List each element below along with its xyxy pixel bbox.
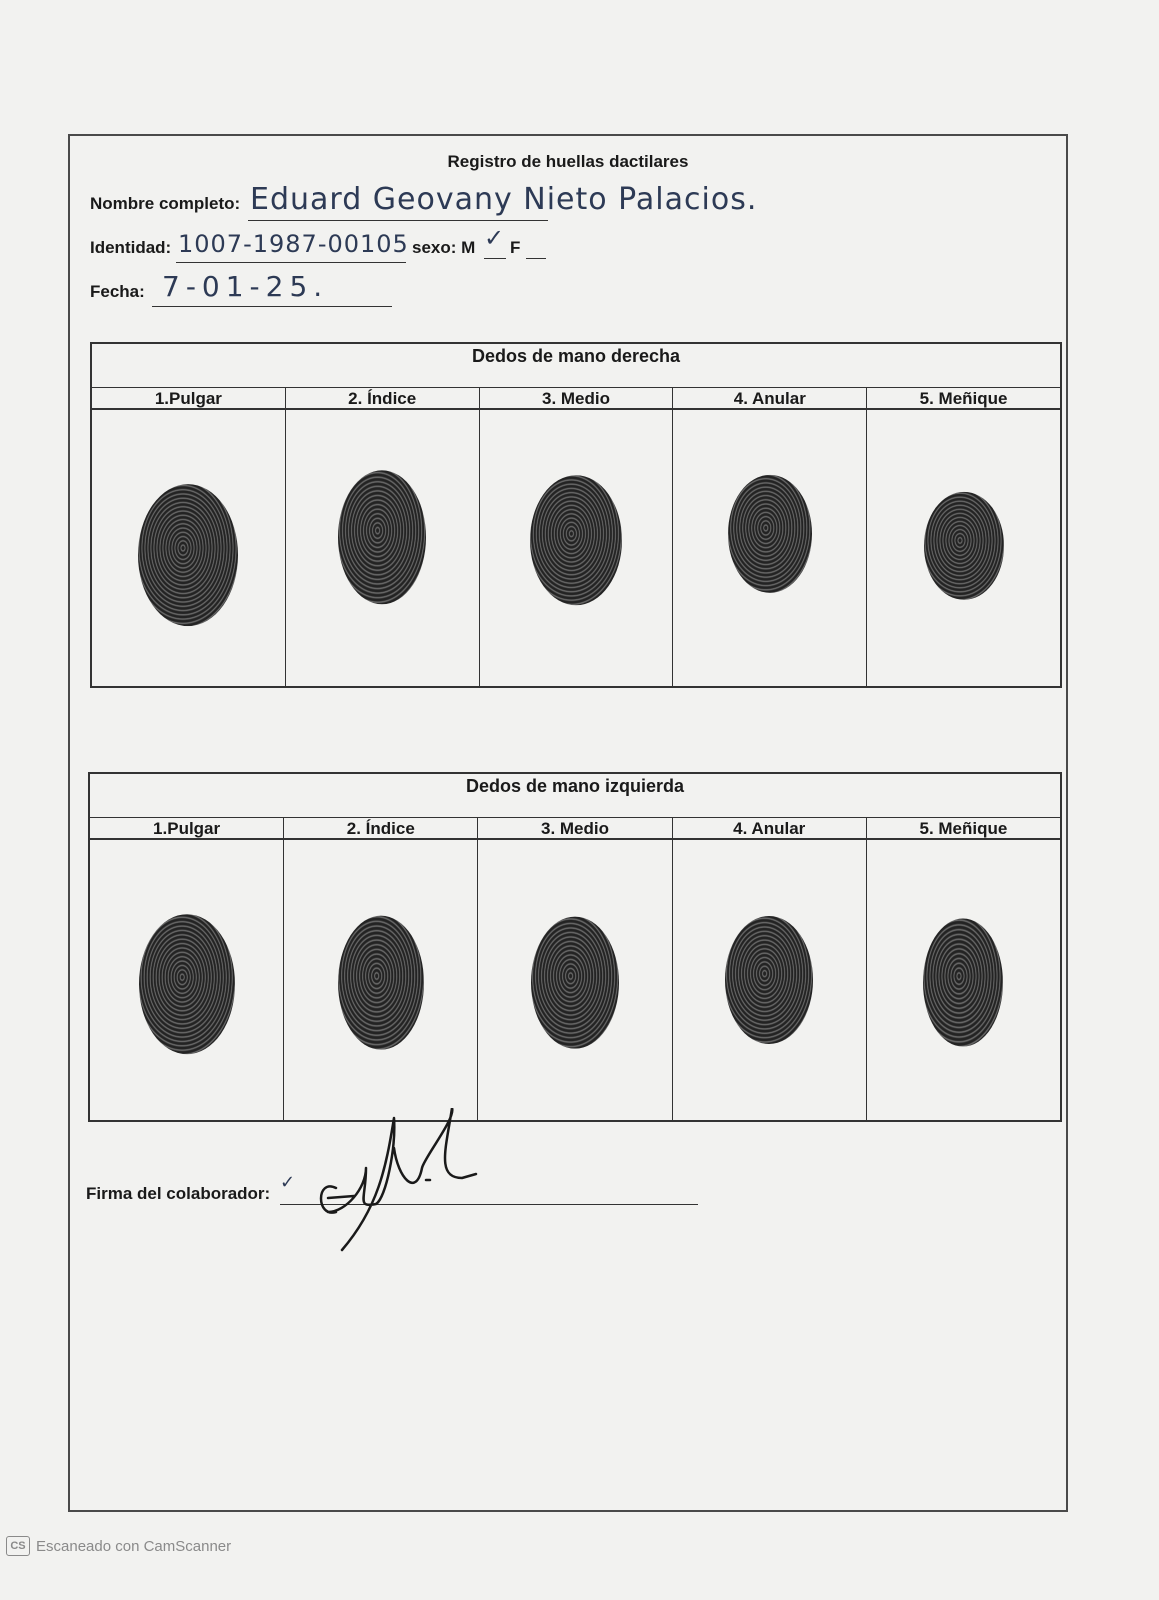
right-thumb-header: 1.Pulgar <box>92 388 286 408</box>
id-underline <box>176 262 406 263</box>
right-index-fingerprint <box>338 470 426 604</box>
left-hand-title: Dedos de mano izquierda <box>90 774 1060 818</box>
signature-label: Firma del colaborador: <box>86 1184 271 1203</box>
right-index-cell <box>286 410 480 686</box>
sex-m-checkmark: ✓ <box>484 224 506 252</box>
form-title: Registro de huellas dactilares <box>447 152 689 171</box>
footer <box>6 1536 231 1556</box>
sex-f-label: F <box>510 238 521 257</box>
name-value: Eduard Geovany Nieto Palacios. <box>250 182 758 217</box>
left-index-header: 2. Índice <box>284 818 478 838</box>
date-label: Fecha: <box>90 282 145 301</box>
left-thumb-header: 1.Pulgar <box>90 818 284 838</box>
id-label: Identidad: <box>90 238 172 257</box>
right-pinky-cell <box>867 410 1060 686</box>
right-middle-fingerprint <box>530 475 622 605</box>
left-pinky-cell <box>867 840 1060 1120</box>
camscanner-logo: CS <box>6 1536 30 1556</box>
left-middle-fingerprint <box>531 917 619 1049</box>
left-hand-table <box>88 772 1062 1122</box>
right-index-header: 2. Índice <box>286 388 480 408</box>
right-hand-print-row <box>92 410 1060 686</box>
left-ring-fingerprint <box>725 916 813 1044</box>
left-thumb-fingerprint <box>139 914 235 1054</box>
sex-f-underline <box>526 258 546 259</box>
fingerprint-form <box>68 134 1068 1512</box>
date-underline <box>152 306 392 307</box>
sex-label: sexo: M <box>412 238 476 257</box>
date-value: 7-01-25. <box>162 270 329 303</box>
left-hand-print-row <box>90 840 1060 1120</box>
left-ring-header: 4. Anular <box>673 818 867 838</box>
left-middle-header: 3. Medio <box>478 818 672 838</box>
left-index-cell <box>284 840 478 1120</box>
right-hand-header-row <box>92 388 1060 410</box>
left-index-fingerprint <box>338 916 424 1050</box>
sex-m-underline <box>484 258 506 259</box>
id-value: 1007-1987-00105 <box>178 230 409 258</box>
right-hand-table <box>90 342 1062 688</box>
right-middle-cell <box>480 410 674 686</box>
right-hand-title: Dedos de mano derecha <box>92 344 1060 388</box>
right-pinky-header: 5. Meñique <box>919 389 1008 408</box>
right-ring-header: 4. Anular <box>673 388 867 408</box>
signature-mark: ✓ <box>280 1172 297 1193</box>
right-ring-fingerprint <box>728 475 812 593</box>
right-thumb-fingerprint <box>138 484 238 626</box>
name-label: Nombre completo: <box>90 194 241 213</box>
right-ring-cell <box>673 410 867 686</box>
footer-text: Escaneado con CamScanner <box>36 1537 232 1555</box>
left-middle-cell <box>478 840 672 1120</box>
left-hand-header-row <box>90 818 1060 840</box>
right-pinky-fingerprint <box>924 492 1004 600</box>
left-thumb-cell <box>90 840 284 1120</box>
left-pinky-fingerprint <box>923 919 1003 1047</box>
signature-drawing <box>306 1108 486 1258</box>
left-ring-cell <box>673 840 867 1120</box>
right-thumb-cell <box>92 410 286 686</box>
name-underline <box>248 220 548 221</box>
right-middle-header: 3. Medio <box>480 388 674 408</box>
left-pinky-header: 5. Meñique <box>919 819 1008 838</box>
